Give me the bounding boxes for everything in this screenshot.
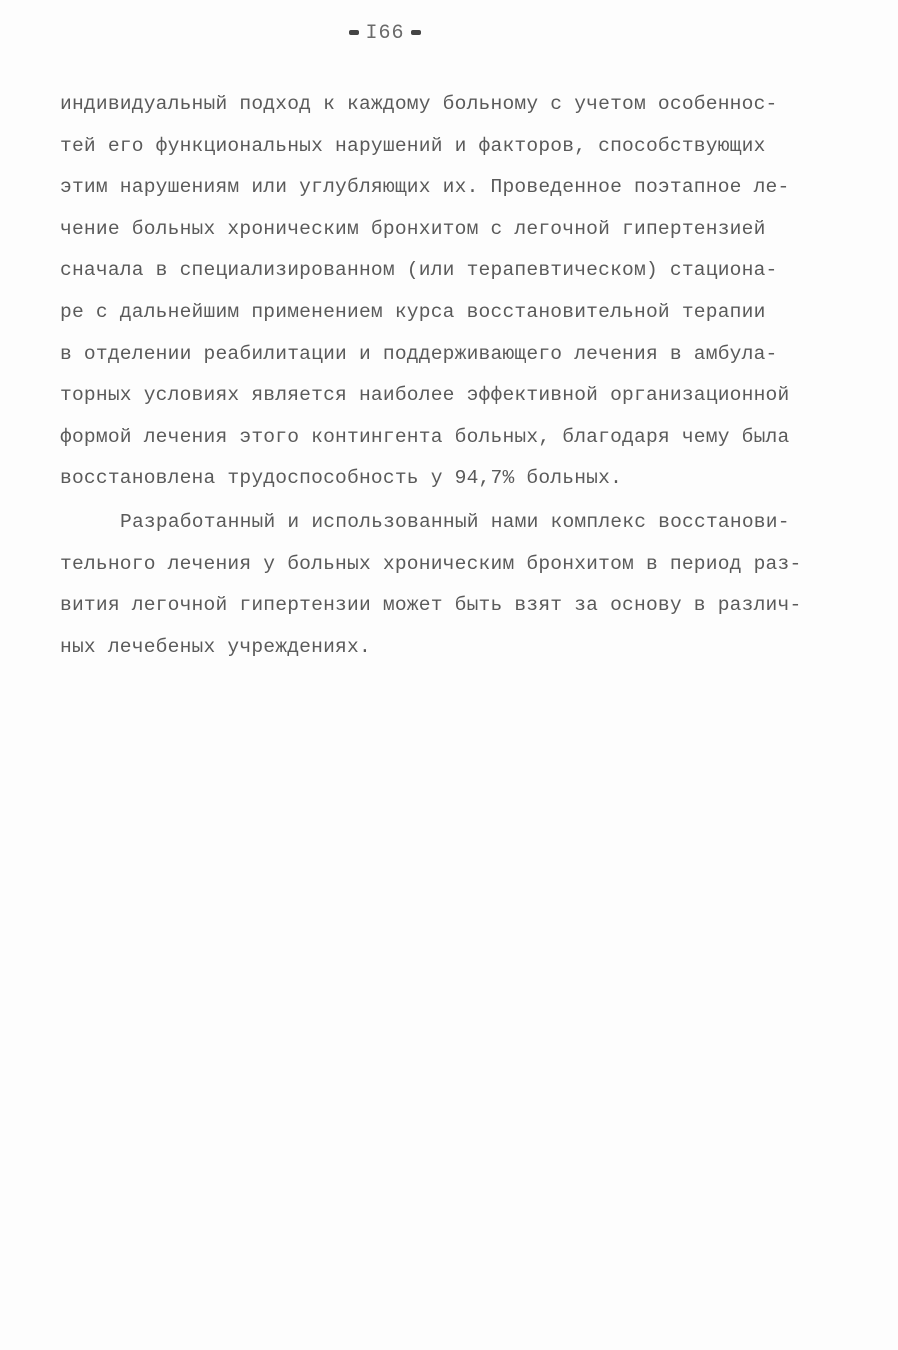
page-number-dash-left [349, 30, 359, 35]
paragraph-line: Разработанный и использованный нами комплекс восстанови- [120, 510, 790, 533]
paragraph-line: восстановлена трудоспособность у 94,7% больных. [60, 467, 623, 490]
paragraph-line: чение больных хроническим бронхитом с легочной гипертензией [60, 217, 766, 240]
paragraph-line: ных лечебеных учреждениях. [60, 635, 371, 658]
paragraph-line: сначала в специализированном (или терапевтическом) стациона- [60, 259, 778, 282]
paragraph-line: тельного лечения у больных хроническим бронхитом в период раз- [60, 552, 802, 575]
page-number-dash-right [411, 30, 421, 35]
paragraph-line: формой лечения этого контингента больных, благодаря чему была [60, 425, 790, 448]
paragraph-line: торных условиях является наиболее эффективной организационной [60, 384, 790, 407]
paragraph-1 [60, 84, 850, 500]
paragraph-line: тей его функциональных нарушений и факторов, способствующих [60, 134, 766, 157]
paragraph-line: вития легочной гипертензии может быть взят за основу в различ- [60, 594, 802, 617]
paragraph-2 [60, 502, 850, 668]
page-number-text: I66 [365, 22, 405, 45]
paragraph-line: индивидуальный подход к каждому больному с учетом особеннос- [60, 93, 778, 115]
body-text [60, 84, 850, 668]
paragraph-line: в отделении реабилитации и поддерживающего лечения в амбула- [60, 342, 778, 365]
paragraph-line: ре с дальнейшим применением курса восстановительной терапии [60, 300, 766, 323]
page-number [0, 22, 770, 45]
paragraph-line: этим нарушениям или углубляющих их. Проведенное поэтапное ле- [60, 176, 790, 199]
